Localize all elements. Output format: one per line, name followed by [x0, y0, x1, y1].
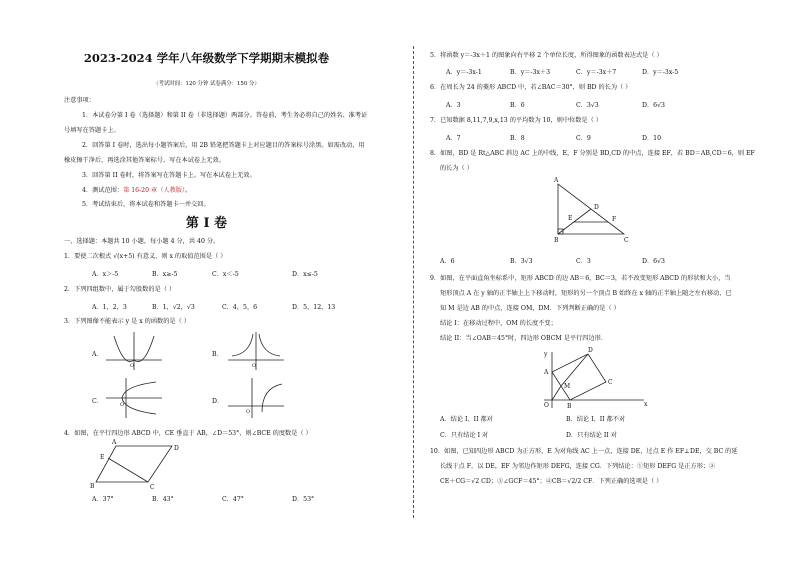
question-3: 3．下列图像不能表示 y 是 x 的函数的是（ ）	[64, 318, 190, 325]
notice-3: 3．回答第 II 卷时，将答案写在答题卡上。写在本试卷上无效。	[82, 172, 256, 179]
question-10c: CE＋CG＝√2 CD；③∠GCF＝45°；④CB＝√2/2 CF．下列正确的选项是（ ）	[440, 478, 663, 485]
q9-label-d: D	[588, 347, 593, 354]
svg-text:O: O	[246, 409, 251, 415]
q1-option-c[interactable]: C．x＜-5	[212, 271, 239, 278]
svg-text:O: O	[252, 363, 257, 369]
q4-option-c[interactable]: C．47°	[222, 496, 244, 503]
q3-graph-a	[104, 330, 164, 372]
q5-option-c[interactable]: C．y＝-3x＋7	[576, 69, 617, 76]
q4-label-b: B	[90, 483, 95, 490]
q3-option-a[interactable]: A．	[92, 351, 103, 358]
q4-label-e: E	[100, 454, 105, 461]
q3-graph-c	[104, 376, 164, 420]
q4-option-b[interactable]: B．43°	[152, 496, 174, 503]
notice-4	[82, 187, 191, 195]
notice-1a: 1．本试卷分第 I 卷（选择题）和第 II 卷（非选择题）两部分。答卷前，考生务必将自己的姓名、准考证	[82, 112, 368, 119]
q1-option-b[interactable]: B．x≥-5	[152, 271, 178, 278]
question-8b: 的长为（ ）	[440, 165, 473, 172]
q8-figure	[548, 176, 638, 246]
part-one-heading: 第 I 卷	[185, 216, 228, 231]
q3-option-b[interactable]: B．	[212, 351, 223, 358]
q4-option-a[interactable]: A．37°	[92, 496, 114, 503]
q8-label-b: B	[554, 237, 559, 244]
q8-label-d: D	[594, 204, 599, 211]
svg-text:O: O	[130, 363, 135, 369]
question-9c: 知 M 是边 AB 的中点，连接 OM，DM．下列判断正确的是（ ）	[440, 305, 620, 312]
q7-option-a[interactable]: A．7	[446, 135, 461, 142]
q8-option-b[interactable]: B．3√3	[510, 258, 533, 265]
q9-option-c[interactable]: C．只有结论 I 对	[440, 432, 489, 439]
q9-label-o: O	[544, 402, 549, 409]
q6-option-b[interactable]: B．6	[510, 102, 525, 109]
q7-option-c[interactable]: C．9	[576, 135, 591, 142]
q4-label-a: A	[112, 439, 117, 446]
q6-option-d[interactable]: D．6√3	[642, 102, 665, 109]
question-8a: 8．如图，BD 是 Rt△ABC 斜边 AC 上的中线，E，F 分别是 BD,CD 的中点，连接 EF，若 BD＝AB,CD＝6，则 EF	[430, 150, 755, 157]
q2-option-c[interactable]: C．4，5，6	[222, 304, 258, 311]
q9-option-b[interactable]: B．结论 I、II 都不对	[566, 416, 626, 423]
question-10a: 10．如图，已知四边形 ABCD 为正方形，E 为对角线 AC 上一点，连接 DE，过点 E 作 EF⊥DE，交 BC 的延	[430, 448, 738, 455]
notice-1b: 号填写在答题卡上。	[64, 127, 120, 134]
q9-option-d[interactable]: D．只有结论 II 对	[566, 432, 617, 439]
q9-label-m: M	[564, 383, 571, 390]
q2-option-a[interactable]: A．1，2，3	[92, 304, 127, 311]
q1-option-d[interactable]: D．x≤-5	[292, 271, 318, 278]
column-divider	[413, 46, 414, 518]
q9-label-a: A	[544, 369, 549, 376]
q7-option-b[interactable]: B．8	[510, 135, 525, 142]
q9-label-b: B	[567, 403, 572, 410]
q3-graph-b	[226, 330, 286, 372]
q5-option-b[interactable]: B．y＝-3x＋3	[510, 69, 551, 76]
q9-figure	[540, 347, 650, 410]
q8-option-c[interactable]: C．3	[576, 258, 591, 265]
q9-label-y: y	[544, 351, 548, 358]
question-7: 7．已知数据 8,11,7,9,x,13 的平均数为 10，则中位数是（ ）	[430, 117, 602, 124]
q5-option-a[interactable]: A．y＝-3x-1	[446, 69, 482, 76]
q3-graph-d	[226, 376, 286, 420]
question-9e: 结论 II：当∠OAB＝45°时，四边形 OBCM 是平行四边形．	[440, 335, 608, 342]
q8-label-a: A	[554, 177, 559, 184]
q7-option-d[interactable]: D．10	[642, 135, 662, 142]
question-9d: 结论 I：在移动过程中，OM 的长度不变；	[440, 320, 557, 327]
q9-label-c: C	[608, 379, 613, 386]
notice-2a: 2．回答第 I 卷时，选出每小题答案后，用 2B 铅笔把答题卡上对应题目的答案标号涂黑。如需改动，用	[82, 142, 365, 149]
notice-heading: 注意事项：	[64, 97, 95, 104]
notice-5: 5．考试结束后，将本试卷和答题卡一并交回。	[82, 201, 210, 208]
question-9a: 9．如图，在平面直角坐标系中，矩形 ABCD 的边 AB＝6，BC＝3，若不改变矩形 ABCD 的形状和大小，当	[430, 275, 731, 282]
q8-option-d[interactable]: D．6√3	[642, 258, 665, 265]
q9-label-x: x	[644, 401, 648, 408]
notice-4-prefix: 4．测试范围：	[82, 187, 124, 194]
q3-option-d[interactable]: D．	[212, 398, 224, 405]
q3-option-c[interactable]: C．	[92, 398, 103, 405]
section-heading: 一、选择题：本题共 10 小题，每小题 4 分，共 40 分。	[64, 238, 220, 245]
q1-option-a[interactable]: A．x＞-5	[92, 271, 119, 278]
exam-subtitle: （考试时间：120 分钟 试卷满分：150 分）	[153, 81, 260, 87]
question-1: 1．要使二次根式 √(x+5) 有意义，则 x 的取值范围是（ ）	[64, 253, 227, 260]
question-10b: 长线于点 F，以 DE，EF 为邻边作矩形 DEFG，连接 CG．下列结论：①矩形 DEFG 是正方形；②	[440, 463, 716, 470]
notice-2b: 橡皮擦干净后，再选涂其他答案标号。写在本试卷上无效。	[64, 157, 225, 164]
question-9b: 矩形顶点 A 在 y 轴的正半轴上上下移动时，矩形的另一个顶点 B 始终在 x 轴的正半轴上随之左右移动，已	[440, 290, 732, 297]
test-scope: 第 16-20 章（人教版）	[123, 187, 186, 194]
q5-option-d[interactable]: D．y＝-3x-5	[642, 69, 679, 76]
q9-option-a[interactable]: A．结论 I、II 都对	[440, 416, 493, 423]
notice-4-suffix: 。	[185, 187, 192, 194]
exam-title: 2023-2024 学年八年级数学下学期期末模拟卷	[83, 51, 330, 65]
q6-option-c[interactable]: C．3√3	[576, 102, 599, 109]
question-6: 6．在周长为 24 的菱形 ABCD 中，若∠BAC＝30°，则 BD 的长为（ ）	[430, 84, 632, 91]
q8-label-e: E	[568, 215, 573, 222]
q8-option-a[interactable]: A．6	[440, 258, 455, 265]
q8-label-c: C	[624, 237, 629, 244]
q6-option-a[interactable]: A．3	[446, 102, 461, 109]
q2-option-d[interactable]: D．5，12，13	[292, 304, 336, 311]
question-5: 5．将函数 y＝-3x＋1 的图象向右平移 2 个单位长度，所得图象的函数表达式是（ ）	[430, 52, 663, 59]
q2-option-b[interactable]: B．1，√2，√3	[152, 304, 195, 311]
question-4: 4．如图，在平行四边形 ABCD 中，CE 垂直于 AB，∠D＝53°，则∠BCE 的度数是（ ）	[64, 430, 312, 437]
q8-label-f: F	[612, 216, 617, 223]
question-2: 2．下列四组数中，属于勾股数的是（ ）	[64, 286, 176, 293]
svg-text:O: O	[120, 402, 125, 408]
q4-label-c: C	[150, 484, 155, 491]
q4-figure	[90, 439, 196, 491]
q4-option-d[interactable]: D．53°	[292, 496, 315, 503]
q4-label-d: D	[174, 445, 179, 452]
